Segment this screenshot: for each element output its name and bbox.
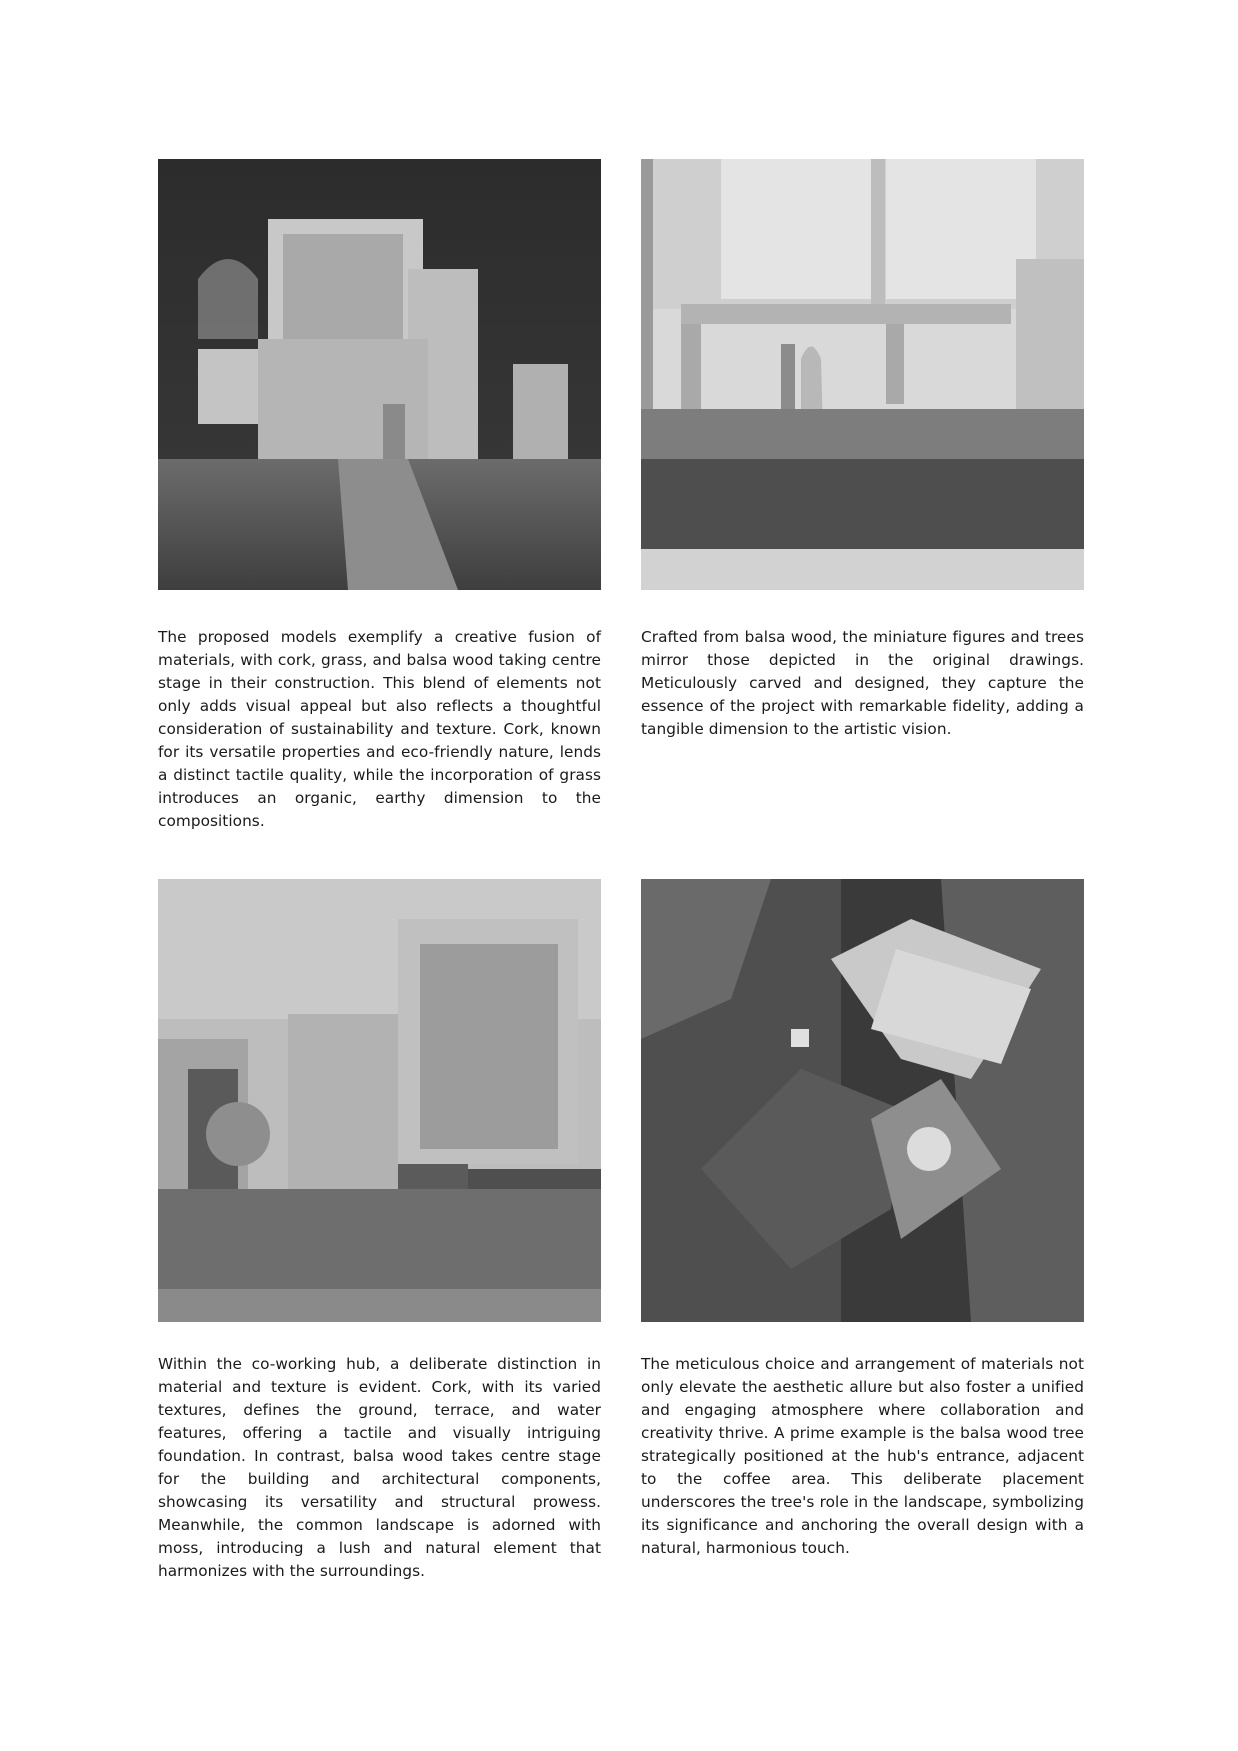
photo-hub-model-with-tree [158, 879, 601, 1322]
photo-model-front-view [158, 159, 601, 590]
caption-miniature-figures: Crafted from balsa wood, the miniature figures and trees mirror those depicted in the original drawings. Meticulously carved and designed, they capture the essence of the project with remarkable fidelity, adding a tangible dimension to the artistic vision. [641, 628, 1084, 738]
caption-materials-fusion: The proposed models exemplify a creative fusion of materials, with cork, grass, and balsa wood taking centre stage in their construction. This blend of elements not only adds visual appeal but also reflects a thoughtful consideration of sustainability and texture. Cork, known for its versatile properties and eco-friendly nature, lends a distinct tactile quality, while the incorporation of grass introduces an organic, earthy dimension to the compositions. [158, 628, 601, 830]
photo-hub-model-top-view [641, 879, 1084, 1322]
caption-coworking-hub-materials: Within the co-working hub, a deliberate distinction in material and texture is evident. Cork, with its varied textures, defines the ground, terrace, and water features, offering a tactile and visually intriguing foundation. In contrast, balsa wood takes centre stage for the building and architectural components, showcasing its versatility and structural prowess. Meanwhile, the common landscape is adorned with moss, introducing a lush and natural element that harmonizes with the surroundings. [158, 1355, 601, 1580]
photo-miniature-figure [641, 159, 1084, 590]
caption-materials-arrangement: The meticulous choice and arrangement of materials not only elevate the aesthetic allure but also foster a unified and engaging atmosphere where collaboration and creativity thrive. A prime example is the balsa wood tree strategically positioned at the hub's entrance, adjacent to the coffee area. This deliberate placement underscores the tree's role in the landscape, symbolizing its significance and anchoring the overall design with a natural, harmonious touch. [641, 1355, 1084, 1557]
